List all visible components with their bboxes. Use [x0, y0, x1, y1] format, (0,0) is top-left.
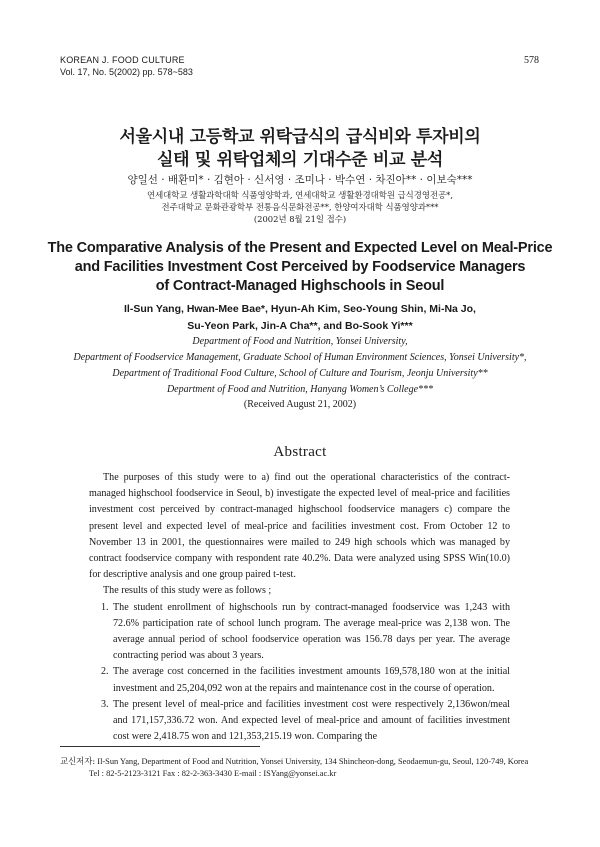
footnote-divider — [60, 746, 260, 747]
results-list-item — [89, 600, 510, 665]
english-title-line-3: of Contract-Managed Highschools in Seoul — [155, 278, 445, 294]
english-received-date: (Received August 21, 2002) — [243, 399, 357, 410]
journal-name: KOREAN J. FOOD CULTURE — [60, 55, 185, 65]
korean-received-date: (2002년 8월 21일 접수) — [253, 214, 347, 224]
result-number: 1. — [101, 601, 109, 613]
abstract-paragraph: The purposes of this study were to a) find out the operational characteristics of the contract-managed highschool foodservice in Seoul, b) investigate the expected level of meal-price and facilities investment cost perceived by contract-managed highschool foodservice managers c) compare the present level and expected level of meal-price and facilities investment cost. From October 12 to November 13 in 2001, the questionnaires were mailed to 249 high schools which was managed by contract foodservice company with respondent rate 40.2%. Data were analyzed using SPSS Win(10.0) for descriptive analysis and one group paired t-test. — [89, 472, 510, 581]
english-authors-line-2: Su-Yeon Park, Jin-A Cha**, and Bo-Sook Yi*** — [187, 320, 413, 332]
korean-affiliation-line-2: 전주대학교 문화관광학부 전통음식문화전공**, 한양여자대학 식품영양과*** — [161, 202, 439, 212]
journal-volume: Vol. 17, No. 5(2002) pp. 578~583 — [60, 67, 193, 77]
result-number: 2. — [101, 666, 109, 678]
result-number: 3. — [101, 698, 109, 710]
korean-title-line-2: 실태 및 위탁업체의 기대수준 비교 분석 — [156, 150, 444, 170]
abstract-body — [89, 470, 510, 745]
korean-affiliation-line-1: 연세대학교 생활과학대학 식품영양학과, 연세대학교 생활환경대학원 급식경영전공*, — [147, 190, 453, 200]
korean-authors: 양일선 · 배환미* · 김현아 · 신서영 · 조미나 · 박수연 · 차진아** · 이보숙*** — [127, 174, 473, 186]
korean-title-line-1: 서울시내 고등학교 위탁급식의 급식비와 투자비의 — [119, 127, 481, 147]
result-text: The student enrollment of highschools run by contract-managed foodservice was 1,243 with 72.6% participation rate of school lunch program. The average meal-price was 2,138 won. The average annual period of school foodservice operation was 156.78 days per year. The average contracting period was about 3 years. — [113, 601, 510, 662]
english-affiliation-line-3: Department of Traditional Food Culture, School of Culture and Tourism, Jeonju University** — [112, 368, 488, 379]
page-number: 578 — [524, 55, 539, 66]
english-affiliation-line-4: Department of Food and Nutrition, Hanyang Women’s College*** — [166, 384, 434, 395]
footnote-address: Il-Sun Yang, Department of Food and Nutrition, Yonsei University, 134 Shincheon-dong, Seodaemun-gu, Seoul, 120-749, Korea — [97, 757, 529, 766]
result-text: The average cost concerned in the facilities investment amounts 169,578,180 won at the initial investment and 25,204,092 won at the repairs and maintenance cost in the course of operation. — [113, 666, 510, 694]
footnote-contact: Tel : 82-5-2123-3121 Fax : 82-2-363-3430 E-mail : ISYang@yonsei.ac.kr — [89, 769, 337, 778]
english-affiliation-line-2: Department of Foodservice Management, Graduate School of Human Environment Sciences, Yonsei University*, — [73, 352, 527, 363]
results-list-item — [89, 697, 510, 746]
english-title-line-1: The Comparative Analysis of the Present and Expected Level on Meal-Price — [47, 240, 553, 256]
corresponding-author-footnote — [60, 755, 528, 767]
results-intro: The results of this study were as follows ; — [103, 585, 272, 597]
result-text: The present level of meal-price and facilities investment cost were respectively 2,136won/meal and 171,157,336.72 won. And expected level of meal-price and amount of facilities investment cost were 2,418.75 won and 121,353,215.19 won. Comparing the — [113, 698, 510, 743]
english-title-line-2: and Facilities Investment Cost Perceived by Foodservice Managers — [74, 259, 526, 275]
results-list — [89, 600, 510, 746]
abstract-heading: Abstract — [273, 444, 327, 460]
results-list-item — [89, 664, 510, 696]
english-authors-line-1: Il-Sun Yang, Hwan-Mee Bae*, Hyun-Ah Kim, Seo-Young Shin, Mi-Na Jo, — [124, 303, 476, 315]
english-affiliation-line-1: Department of Food and Nutrition, Yonsei University, — [192, 336, 408, 347]
footnote-label: 교신저자: — [60, 756, 96, 766]
